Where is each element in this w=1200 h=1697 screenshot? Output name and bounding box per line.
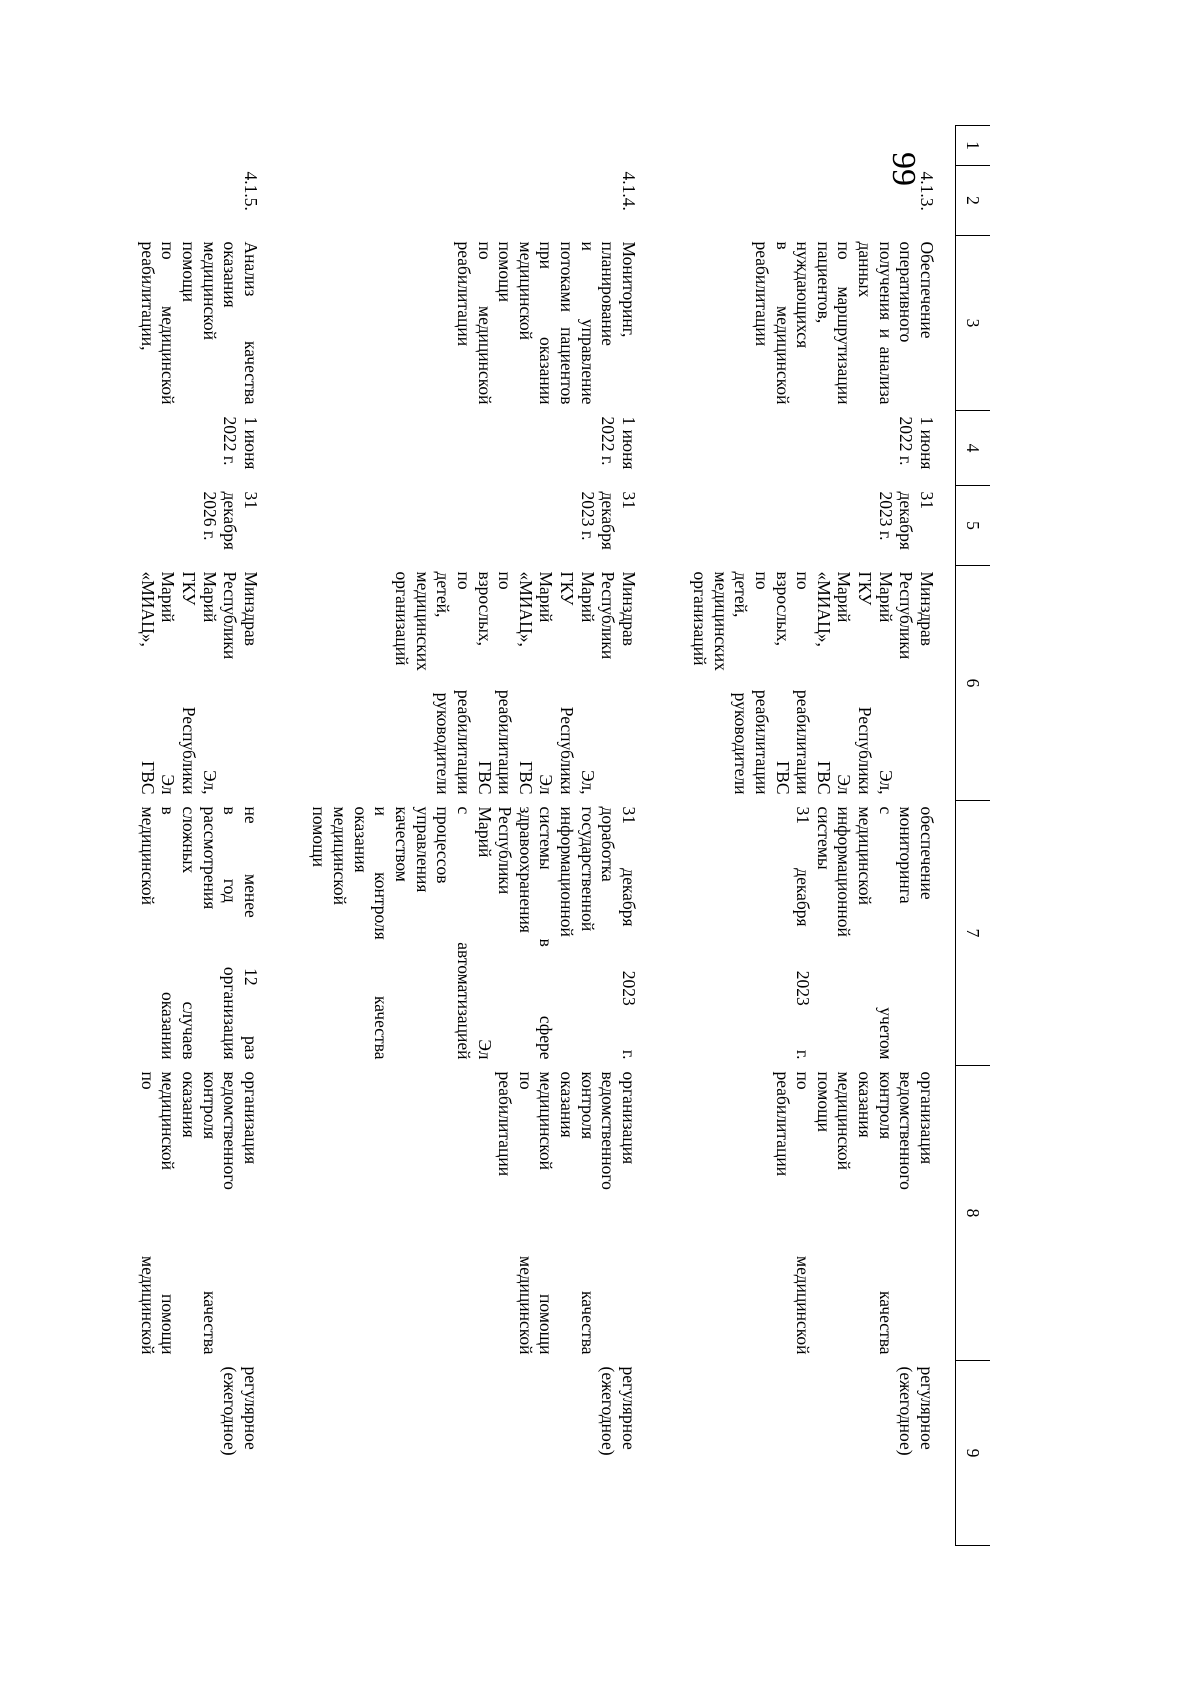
cell-line: медицинской: [137, 806, 158, 905]
table-row: [657, 126, 956, 1546]
cell-line: 2026 г.: [199, 491, 220, 541]
cell-line: ведомственного: [896, 1071, 917, 1190]
cell-end-date: [127, 486, 279, 566]
cell-line: Минздрав: [241, 571, 261, 647]
cell-line: реабилитации: [495, 1071, 516, 1177]
cell-line: при оказании: [536, 241, 557, 405]
cell-line: 31 декабря 2023 г.: [793, 806, 814, 1060]
cell-line: медицинской: [330, 806, 351, 905]
cell-line: помощи: [309, 806, 330, 867]
cell-result: [279, 801, 657, 1066]
cell-line: в медицинской: [772, 241, 793, 405]
col-header-4: 4: [956, 411, 991, 486]
cell-line: информационной: [834, 806, 855, 937]
cell-line: получения и анализа: [875, 241, 896, 405]
cell-line: 31 декабря: [896, 491, 937, 550]
cell-line: Минздрав: [619, 571, 639, 647]
cell-line: по медицинской: [137, 1071, 158, 1355]
cell-line: Республики: [220, 571, 241, 660]
cell-line: Республики: [896, 571, 917, 660]
cell-line: государственной: [577, 806, 598, 932]
cell-line: реабилитации: [751, 241, 772, 347]
rotated-table-container: [137, 125, 990, 1545]
cell-line: 2022 г.: [896, 416, 917, 466]
cell-measure: [657, 236, 956, 411]
cell-line: процессов: [433, 806, 454, 884]
cell-line: 2023 г.: [577, 491, 598, 541]
cell-line: 1 июня: [241, 416, 261, 470]
cell-executors: [279, 566, 657, 801]
cell-line: медицинской: [515, 241, 536, 340]
cell-line: здравоохранения: [515, 806, 536, 933]
cell-line: Анализ качества: [241, 241, 261, 405]
cell-line: мониторинга: [896, 806, 917, 904]
cell-line: 1 июня: [917, 416, 937, 470]
cell-line: оказания: [557, 1071, 578, 1138]
cell-line: по маршрутизации: [834, 241, 855, 405]
cell-line: Республики: [598, 571, 619, 660]
cell-line: доработка: [598, 806, 619, 882]
cell-line: 31 декабря: [598, 491, 639, 550]
cell-line: контроля качества: [577, 1071, 598, 1355]
cell-line: информационной: [557, 806, 578, 937]
cell-line: 2023 г.: [875, 491, 896, 541]
cell-line: по медицинской: [793, 1071, 814, 1355]
cell-line: организация: [619, 1071, 639, 1165]
cell-executors: [127, 566, 279, 801]
cell-line: медицинских: [412, 571, 433, 671]
cell-line: нуждающихся: [793, 241, 814, 349]
cell-code: 4.1.4.: [619, 171, 639, 211]
cell-end-date: [279, 486, 657, 566]
cell-line: (ежегодное): [896, 1366, 917, 1456]
cell-line: в оказании: [158, 806, 179, 1060]
cell-line: системы: [813, 806, 834, 870]
cell-line: Марий Эл: [158, 571, 179, 795]
cell-line: 1 июня: [619, 416, 639, 470]
cell-line: контроля качества: [875, 1071, 896, 1355]
cell-line: оперативного: [896, 241, 917, 343]
cell-line: по медицинской: [474, 241, 495, 405]
cell-line: Марий Эл: [536, 571, 557, 795]
page-number: 99: [885, 152, 922, 186]
cell-line: медицинской помощи: [158, 1071, 179, 1355]
cell-line: «МИАЦ», ГВС: [515, 571, 536, 795]
cell-line: по реабилитации: [495, 571, 516, 795]
cell-line: ГКУ Республики: [557, 571, 578, 795]
cell-line: помощи: [813, 1071, 834, 1132]
header-row: [956, 126, 991, 1546]
cell-line: ГКУ Республики: [179, 571, 200, 795]
cell-line: по реабилитации: [751, 571, 772, 795]
cell-line: Марий Эл,: [875, 571, 896, 795]
table-body: [127, 126, 955, 1546]
cell-line: Марий Эл,: [199, 571, 220, 795]
cell-line: контроля качества: [199, 1071, 220, 1355]
cell-line: пациентов,: [813, 241, 834, 324]
cell-periodicity: [127, 1361, 279, 1546]
cell-code: 4.1.3.: [917, 171, 937, 211]
cell-end-date: [657, 486, 956, 566]
cell-indicator: [279, 1066, 657, 1361]
cell-indicator: [657, 1066, 956, 1361]
cell-line: Марий Эл: [834, 571, 855, 795]
cell-line: Мониторинг,: [619, 241, 639, 338]
main-table: [127, 125, 990, 1546]
cell-line: 2022 г.: [220, 416, 241, 466]
cell-executors: [657, 566, 956, 801]
col-header-8: 8: [956, 1066, 991, 1361]
col-header-7: 7: [956, 801, 991, 1066]
cell-line: данных: [855, 241, 876, 298]
cell-line: регулярное: [619, 1366, 639, 1450]
col-header-9: 9: [956, 1361, 991, 1546]
cell-line: не менее 12 раз: [241, 806, 261, 1060]
cell-line: сложных случаев: [179, 806, 200, 1060]
cell-line: взрослых, ГВС: [474, 571, 495, 795]
cell-line: Марий Эл: [474, 806, 495, 1060]
col-header-6: 6: [956, 566, 991, 801]
cell-line: медицинской помощи: [536, 1071, 557, 1355]
cell-line: планирование: [598, 241, 619, 346]
table-row: [127, 126, 279, 1546]
cell-line: реабилитации: [772, 1071, 793, 1177]
col-header-1: 1: [956, 126, 991, 166]
cell-line: качеством: [391, 806, 412, 882]
cell-periodicity: [657, 1361, 956, 1546]
cell-line: взрослых, ГВС: [772, 571, 793, 795]
cell-line: ведомственного: [220, 1071, 241, 1190]
cell-result: [127, 801, 279, 1066]
cell-line: обеспечение: [917, 806, 937, 900]
cell-line: (ежегодное): [220, 1366, 241, 1456]
col-header-3: 3: [956, 236, 991, 411]
cell-measure: [127, 236, 279, 411]
cell-line: ГКУ Республики: [855, 571, 876, 795]
cell-line: медицинской: [855, 806, 876, 905]
cell-line: реабилитации: [453, 241, 474, 347]
cell-line: организаций: [391, 571, 412, 666]
cell-line: организаций: [689, 571, 710, 666]
cell-line: помощи: [495, 241, 516, 302]
cell-start-date: [127, 411, 279, 486]
cell-line: системы в сфере: [536, 806, 557, 1060]
cell-line: оказания: [179, 1071, 200, 1138]
cell-line: оказания: [220, 241, 241, 308]
cell-line: и контроля качества: [371, 806, 392, 1060]
cell-line: в год организация: [220, 806, 241, 1060]
cell-line: детей, руководители: [731, 571, 752, 795]
cell-line: медицинских: [710, 571, 731, 671]
cell-line: помощи: [179, 241, 200, 302]
cell-line: по медицинской: [158, 241, 179, 405]
cell-col1: [279, 126, 657, 166]
table-row: [279, 126, 657, 1546]
cell-indicator: [127, 1066, 279, 1361]
cell-line: «МИАЦ», ГВС: [137, 571, 158, 795]
cell-result: [657, 801, 956, 1066]
cell-line: ведомственного: [598, 1071, 619, 1190]
cell-line: 31 декабря 2023 г.: [619, 806, 639, 1060]
cell-periodicity: [279, 1361, 657, 1546]
cell-line: рассмотрения: [199, 806, 220, 910]
cell-line: 31 декабря: [220, 491, 261, 550]
cell-line: организация: [917, 1071, 937, 1165]
cell-line: 2022 г.: [598, 416, 619, 466]
cell-line: оказания: [350, 806, 371, 873]
cell-line: управления: [412, 806, 433, 893]
cell-line: Минздрав: [917, 571, 937, 647]
cell-line: регулярное: [241, 1366, 261, 1450]
cell-line: по медицинской: [515, 1071, 536, 1355]
cell-line: Обеспечение: [917, 241, 937, 339]
cell-line: оказания: [855, 1071, 876, 1138]
cell-line: детей, руководители: [433, 571, 454, 795]
cell-line: по реабилитации: [793, 571, 814, 795]
cell-code: 4.1.5.: [241, 171, 261, 211]
cell-line: с учетом: [875, 806, 896, 1060]
cell-line: и управление: [577, 241, 598, 405]
cell-col1: [127, 126, 279, 166]
cell-line: Республики: [495, 806, 516, 895]
cell-start-date: [279, 411, 657, 486]
cell-line: Марий Эл,: [577, 571, 598, 795]
cell-start-date: [657, 411, 956, 486]
cell-line: «МИАЦ», ГВС: [813, 571, 834, 795]
cell-line: по реабилитации: [453, 571, 474, 795]
cell-line: регулярное: [917, 1366, 937, 1450]
cell-measure: [279, 236, 657, 411]
cell-line: медицинской: [199, 241, 220, 340]
cell-col1: [657, 126, 956, 166]
cell-line: (ежегодное): [598, 1366, 619, 1456]
col-header-2: 2: [956, 166, 991, 236]
cell-line: медицинской: [834, 1071, 855, 1170]
cell-line: реабилитации,: [137, 241, 158, 351]
cell-line: организация: [241, 1071, 261, 1165]
cell-line: с автоматизацией: [453, 806, 474, 1060]
col-header-5: 5: [956, 486, 991, 566]
cell-line: потоками пациентов: [557, 241, 578, 405]
